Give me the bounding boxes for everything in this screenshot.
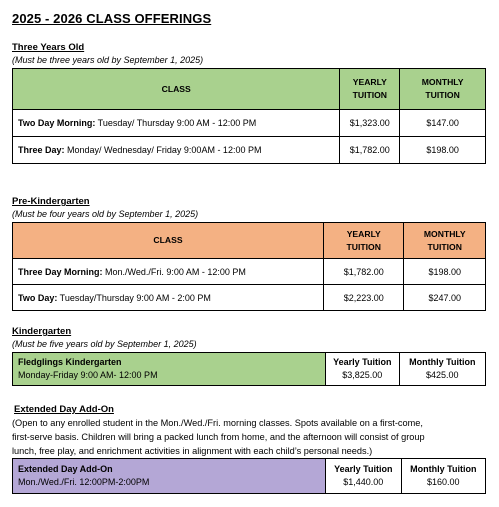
section-title-kindergarten: Kindergarten [12, 326, 72, 337]
col-header-yearly [340, 69, 400, 110]
class-label: Three Day Morning: [18, 266, 103, 277]
col-header-class: CLASS [13, 223, 324, 259]
table-row [13, 110, 486, 137]
table-row [13, 259, 486, 285]
kindergarten-class-name: Fledglings Kindergarten [18, 357, 122, 367]
kindergarten-yearly-value: $3,825.00 [342, 370, 383, 380]
section-title-extended-day: Extended Day Add-On [14, 404, 114, 415]
extended-day-description-line: first-serve basis. Children will bring a packed lunch from home, and the afternoon will consist of group [12, 432, 425, 443]
table-header-row [13, 223, 486, 259]
table-row [13, 285, 486, 311]
extended-day-class-cell [13, 459, 326, 494]
col-header-yearly-line2: TUITION [352, 90, 387, 100]
table-row [13, 137, 486, 164]
extended-day-yearly-label: Yearly Tuition [334, 464, 393, 474]
section-title-three-years: Three Years Old [12, 42, 85, 53]
extended-day-class-schedule: Mon./Wed./Fri. 12:00PM-2:00PM [18, 477, 150, 487]
extended-day-description-line: lunch, free play, and enrichment activities in alignment with each child’s personal needs.) [12, 446, 373, 457]
col-header-yearly-line1: YEARLY [352, 77, 387, 87]
kindergarten-yearly-label: Yearly Tuition [333, 357, 392, 367]
col-header-class: CLASS [13, 69, 340, 110]
extended-day-yearly-value: $1,440.00 [343, 477, 384, 487]
monthly-value: $198.00 [404, 259, 486, 285]
extended-day-monthly-value: $160.00 [427, 477, 460, 487]
extended-day-description [12, 416, 492, 459]
extended-day-table [12, 458, 486, 494]
yearly-value: $1,782.00 [324, 259, 404, 285]
yearly-value: $2,223.00 [324, 285, 404, 311]
class-description [13, 259, 324, 285]
section-note-pre-k: (Must be four years old by September 1, 2025) [12, 209, 199, 219]
section-note-three-years: (Must be three years old by September 1, 2025) [12, 55, 204, 65]
kindergarten-table [12, 352, 486, 386]
class-description [13, 285, 324, 311]
class-schedule: Monday/ Wednesday/ Friday 9:00AM - 12:00 PM [64, 145, 262, 155]
section-title-pre-k: Pre-Kindergarten [12, 196, 90, 207]
section-note-kindergarten: (Must be five years old by September 1, 2025) [12, 339, 197, 349]
col-header-yearly-line1: YEARLY [346, 228, 381, 239]
col-header-monthly-line1: MONTHLY [421, 77, 464, 87]
col-header-monthly [400, 69, 486, 110]
kindergarten-class-schedule: Monday-Friday 9:00 AM- 12:00 PM [18, 370, 158, 380]
pre-k-table [12, 222, 486, 311]
kindergarten-yearly-cell [325, 353, 399, 386]
class-schedule: Tuesday/Thursday 9:00 AM - 2:00 PM [57, 292, 211, 303]
class-label: Three Day: [18, 145, 65, 155]
monthly-value: $147.00 [400, 110, 486, 137]
yearly-value: $1,782.00 [340, 137, 400, 164]
page-title: 2025 - 2026 CLASS OFFERINGS [12, 11, 212, 26]
col-header-yearly-line2: TUITION [346, 241, 381, 252]
class-description [13, 110, 340, 137]
extended-day-monthly-cell [401, 459, 485, 494]
yearly-value: $1,323.00 [340, 110, 400, 137]
kindergarten-monthly-label: Monthly Tuition [409, 357, 476, 367]
monthly-value: $198.00 [400, 137, 486, 164]
kindergarten-monthly-value: $425.00 [426, 370, 459, 380]
col-header-yearly [324, 223, 404, 259]
table-header-row [13, 69, 486, 110]
monthly-value: $247.00 [404, 285, 486, 311]
col-header-monthly-line2: TUITION [427, 241, 462, 252]
table-row [13, 353, 486, 386]
class-schedule: Tuesday/ Thursday 9:00 AM - 12:00 PM [95, 118, 257, 128]
col-header-monthly-line2: TUITION [425, 90, 460, 100]
extended-day-monthly-label: Monthly Tuition [410, 464, 477, 474]
kindergarten-monthly-cell [399, 353, 485, 386]
table-row [13, 459, 486, 494]
three-years-table [12, 68, 486, 164]
class-description [13, 137, 340, 164]
class-label: Two Day: [18, 292, 58, 303]
kindergarten-class-cell [13, 353, 326, 386]
extended-day-description-line: (Open to any enrolled student in the Mon./Wed./Fri. morning classes. Spots available on a first-come, [12, 418, 423, 428]
extended-day-yearly-cell [326, 459, 402, 494]
col-header-monthly [404, 223, 486, 259]
col-header-monthly-line1: MONTHLY [423, 228, 466, 239]
extended-day-class-name: Extended Day Add-On [18, 464, 113, 474]
class-schedule: Mon./Wed./Fri. 9:00 AM - 12:00 PM [102, 266, 246, 277]
class-label: Two Day Morning: [18, 118, 96, 128]
